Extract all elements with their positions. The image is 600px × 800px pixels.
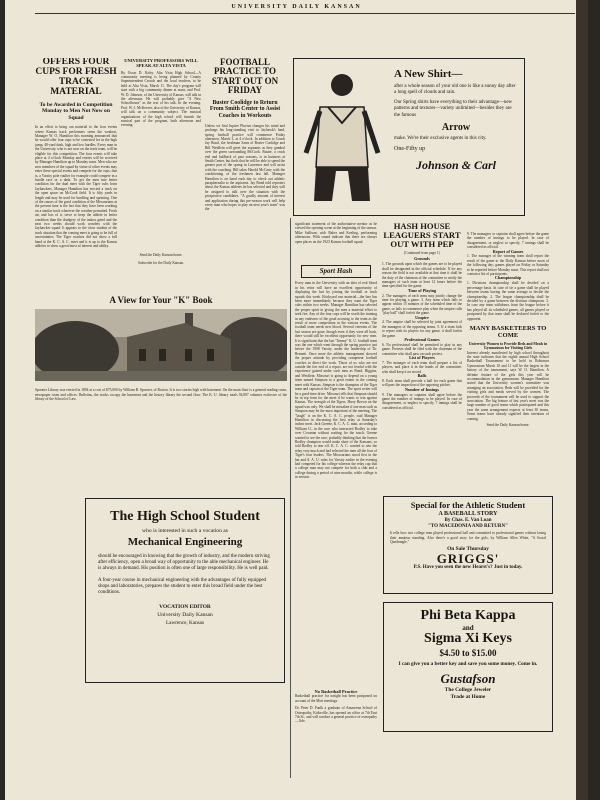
basketeers-body: Interest already manifested by high school throughout the state indicates that the eighth annual High School Basketball Tournament to be held in Robinson Gymnasium March 10 and 11 will be the largest in the history of the tournament, says W. O. Hamilton. A definite feature of the girls this year will be accommodation in the gymnasium. Manager Hamilton stated that the University women's committee was arranging an association. Beds will be provided for the visiting girls and meals served by the women. The proceeds of the tournament will be used to support the association. The big feature of last year's meet was the large number of good teams which participated and this year the same arrangement expects at least 30 teams. Some teams have already signified their intention of coming. bbox=[467, 350, 549, 421]
spooner-library-photo bbox=[35, 309, 287, 381]
send-home-line: Send the Daily Kansan home. bbox=[139, 252, 183, 257]
professional-heading: Professional Games bbox=[404, 337, 440, 343]
time-body: 2. The managers of each team may jointly change the time for playing a game. 3. Any team which fails to appear within 15 minutes of the scheduled time of the game, or fails to commence play when the umpire calls "play ball" shall forfeit the game. bbox=[382, 293, 462, 316]
mech-sign-2: University Daily Kansan bbox=[157, 612, 213, 619]
cups-headline: OFFERS FOUR CUPS FOR FRESH TRACK MATERIAL bbox=[35, 58, 117, 97]
hash-headline: HASH HOUSE LEAGUERS START OUT WITH PEP bbox=[383, 222, 461, 250]
mech-p2: A four-year course in mechanical engineering with the advantages of fully equipped shops and laboratories, prepares the student to enter this broad field under the best conditions. bbox=[98, 577, 267, 596]
cups-article bbox=[35, 58, 117, 286]
griggs-sale: On Sale Thursday bbox=[447, 545, 489, 552]
professional-body: 6. No professional shall be permitted to play in any game. Protests shall be filed with the chairman of the committee who shall pass on such protest. bbox=[382, 342, 462, 356]
shirt-ad bbox=[293, 58, 525, 216]
professors-headline: UNIVERSITY PROFESSORS WILL SPEAK AT ALTA VISTA bbox=[124, 58, 198, 69]
shirt-line-2: Our Spring shirts have everything to their advantage—new patterns and textures—variety unlimited—besides they are the famous bbox=[394, 99, 513, 118]
griggs-body: It tells how two college men played professional ball and committed to professional games without losing their amateur standing. Also there's a good story for the girls, by William Allen White, "A Social Quadrangle." bbox=[390, 531, 546, 545]
balls-heading: Balls bbox=[417, 373, 427, 379]
griggs-tag: P.S. Have you seen the new Hearst's? Just in today. bbox=[413, 565, 523, 571]
photo-title: A View for Your "K" Book bbox=[109, 296, 213, 305]
professors-article bbox=[121, 58, 201, 286]
shirt-line-3: make. We're their exclusive agents in this city. bbox=[394, 136, 487, 142]
report-column bbox=[467, 222, 549, 502]
mech-p1: should be encouraged in knowing that the growth of industry, and the modern striving after efficiency, open a broad way of opportunity to the able mechanical engineer. He is always in demand. His position is often one of large responsibility. He is well paid. bbox=[98, 554, 270, 572]
pbk-line-2: and bbox=[462, 623, 474, 632]
grounds-body: 1. The grounds upon which the games are to be played shall be designated in the official schedule. If for any reason the field is not available at that time it shall be the duty of the chairman of the committee to notify the managers of such team at least 12 hours before the time specified for the game. bbox=[382, 262, 462, 289]
hash-house-article bbox=[382, 222, 462, 502]
umpire-body: 4. The umpire shall be selected by joint agreement of the managers of the opposing teams. 5. If a team fails to report with its players for any game, it shall forfeit the game. bbox=[382, 320, 462, 338]
griggs-name: GRIGGS' bbox=[436, 550, 500, 566]
championship-heading: Championship bbox=[494, 275, 522, 281]
grounds-heading: Grounds bbox=[414, 256, 430, 262]
masthead: UNIVERSITY DAILY KANSAN bbox=[231, 4, 362, 10]
pbk-line-3b: Trade at Home bbox=[450, 693, 486, 700]
list-heading: List of Players bbox=[409, 355, 435, 361]
report-body: 1. The manager of the winning team shall report the result of the game to the Daily Kansan before noon of the following day; games played on Friday or Saturday to be reported before Monday noon. This report shall not contain a list of participants. bbox=[467, 254, 549, 277]
page-edge-shadow bbox=[576, 0, 588, 800]
griggs-sub-2: By Chas. E. Van Loan bbox=[444, 517, 492, 523]
shirt-title: A New Shirt— bbox=[394, 68, 463, 80]
sport-hash-column bbox=[295, 222, 377, 786]
umpire-heading: Umpire bbox=[415, 314, 429, 320]
column-lead: significant statement of the authoritative mentor as he viewed the opening scene at the beginning of the season. Mike Sullivan, with Baker and Keeling, performing afternoons. With sound indicate that there are always open places on the 1923 Kansas football squad. bbox=[295, 222, 377, 244]
shirt-brand: Arrow bbox=[441, 121, 471, 133]
hash-continued: (Continued from page 1) bbox=[404, 251, 440, 256]
time-heading: Time of Playing bbox=[407, 287, 437, 293]
pbk-name: Gustafson bbox=[440, 670, 496, 686]
pbk-line-2b: The College Jeweler bbox=[444, 687, 492, 694]
athlete-illustration-icon bbox=[302, 67, 382, 207]
list-body: 7. The manager of each team shall prepare a list of players, and place it in the hands of the committee, who shall keep it on record. bbox=[382, 360, 462, 374]
report-heading: Report of Games bbox=[492, 248, 524, 254]
shirt-store: Johnson & Carl bbox=[415, 157, 497, 172]
mech-sign-1: VOCATION EDITOR bbox=[159, 604, 211, 611]
professors-body: By Oscar D. Kirby. Alta Vista High School—A community meeting is being planned by County Superintendent Crouch and the local teachers, to be held at Alta Vista, March 11. The day's program will start with a big community dinner at noon, and Prof. W. D. Johnson, of the University of Kansas, will talk in the afternoon. He will probably give "A New Schoolhouse" as the text of his talk. In the evening, Prof. W. J. McKeever, also of the University of Kansas, will talk on a community subject. The musical organizations of the high school will furnish the musical part of the program, both afternoon and evening. bbox=[121, 70, 201, 128]
griggs-title: Special for the Athletic Student bbox=[410, 500, 526, 510]
column-rule bbox=[290, 218, 291, 778]
mech-sign-3: Lawrence, Kansas bbox=[165, 620, 205, 627]
pbk-line-3: Sigma Xi Keys bbox=[424, 630, 512, 646]
phi-beta-kappa-ad bbox=[383, 602, 553, 732]
innings-body: 9. The managers or captains shall agree before the game the number of innings to be played. In case of disagreement, or neglect to specify, 7 innings shall be considered as official. bbox=[382, 392, 462, 410]
send-home-line-2: Send the Daily Kansan home. bbox=[486, 423, 530, 428]
photo-caption: Spooner Library was erected in 1894 at a cost of $75,000 by William B. Spooner, of Boston. It is two stories high with basement. On the main floor is a general reading room, newspaper room and offices. Bulletins, the stacks occupy the basement and the history library the second floor. The K. U. library totals 94,807 volumes exclusive of the library of the School of Law. bbox=[35, 388, 287, 402]
championship-body: 1. Divisions championship shall be decided on a percentage basis. In case of tie a game shall be played between teams having the same average to decide the championship. 2. The league championship shall be decided by a game between the division champions. 3. In case any team withdraws from the league before it has played all its scheduled games, all games played or postponed by that team shall be declared forfeit to the opponent. bbox=[467, 281, 549, 321]
shirt-price: One-Fifty up bbox=[394, 145, 426, 152]
cups-body: In an effort to bring out material to the four events where Kansas track performers seem the weakest, Manager W. O. Hamilton this morning announced that he would offer four cups to be contested for in the high jump, 40-yard dash, high and low hurdles. Every man in the University, who is not now on the track team, will be eligible for this competition. The four events will take place at 4 o'clock Monday and entries will be received by Manager Hamilton up to Monday noon. Men who are now members of the squad by virtue of other events may enter these special events and compete for the cups, that is, a Varsity pole vaulter for example could compete in a hurdle race or a dash. To get the men into better condition for the dual meet with the Tiger cubs from Jayhawkers, Manager Hamilton has erected a track on the open space on McCook field. It is fifty yards in length and may be used for hurdling and sprinting. One of the causes of the good condition of the Missourians at the present time is the fact that they have been working on a similar track wherever the weather permitted. Fresh air, and lots of it, serve to keep the athlete in better condition than the drudgery of the indoor grind and the next two weeks should work wonders with the Jayhawker squad. It appears to the close student of the track situation that the coming meet is going to be full of uncertainties. The Tiger coaches did not show a full hand at the K. C. A. C. meet and it is up to the Kansas athletes to show a great burst of interest and ability. bbox=[35, 125, 117, 249]
pbk-price: $4.50 to $15.00 bbox=[439, 648, 497, 659]
pbk-line: I can give you a better key and save you some money. Come in. bbox=[398, 660, 538, 667]
griggs-ad bbox=[383, 496, 553, 594]
subscribe-line: Subscribe for the Daily Kansan. bbox=[137, 260, 184, 265]
sport-hash-heading: Sport Hash bbox=[301, 265, 371, 278]
no-basketball-body: Basketball practice for tonight has been postponed on account of the Mott meetings. bbox=[295, 694, 377, 703]
griggs-sub-3: "TO MACEDONIA AND RETURN" bbox=[428, 523, 508, 529]
cups-subhead: To be Awarded in Competition Monday to Men Not Now on Squad bbox=[39, 101, 113, 121]
newspaper-page bbox=[5, 0, 588, 800]
sport-hash-body: Every man in the University with an idea of real blood in his veins will have an excellent opportunity of displaying the fact by joining the football or track squads this week. Brickyard raw material—the line has been more immediately because they want the Tiger cubs within two weeks. Manager Hamilton has selected the proper spirit in giving the men a material effort to seek fire. Any of the four cups will be worth the training in any endeavor of the good accruing to the team as the result of more competition in the various events. The football team needs new blood. Several veterans of the last season are gone, though even if they were all back, there would still be excellent opportunity for new men. It is significant that the last "Jimmy" K. U. football team was the one which went through the spring practice just before the 1908 Varsity, under the leadership of Dr. Bennett. Once more the athletic management showed the proper attitude by providing competent football coaches to direct the work. Those of us who are not outside the fort end of a report, are not fearful with the experience gained under such men as Bond, Higgins, and Weidlein. Missouri is going to depend on a young team named Simpson to a great extent in the coming meet with Kansas. Simpson is the champion of the Tiger team and captain of the Tiger team. The sport writer will be a good-time drive. Missouri tells that Simpson should be in top form for the meet if he wants to win against Kansas. The strength of the Tigers, Harry Brown on the squad was only. We shall be mistaken if one man such as Simpson may be the most important of the meeting. The "laugh" is on the K. C. A. C. people, said Manager Hamilton in discussing the first relay at Saturday's indoor meet. Jack Greene, K. C. A. C. man, according to William O., in the race who instructed Bodley to take over Cowman without waiting for the touch. Greene wanted to see the race, probably thinking that the former Bodley champion would make short of the Kansans, so told Bodley to tear off. K. C. A. C. wanted to win the relay very much and had selected the men all the four of Tiger's four leaders. The Missourians stood first in the bat and A. A. U. rules for Varsity earlier in the evening had competed for his college whereas the relay cup that a college man may not compete for both a club and a college during a period of nine months, while college is in session. bbox=[295, 281, 377, 480]
hash-rule-9: 9. The managers or captains shall agree before the game the number of innings to be played. In case of disagreement, or neglect to specify, 7 innings shall be considered as official. bbox=[467, 232, 549, 250]
mech-title: The High School Student bbox=[110, 509, 260, 524]
mech-field: Mechanical Engineering bbox=[127, 536, 243, 548]
photo-section bbox=[35, 296, 287, 416]
osteopathy-notice: Dr. Peter D. Faulk a graduate of Amaseena School of Osteopathy, Kirksville, has opened an office at 7th East 7th St., and will conduct a general practice of osteopathy—Adv. bbox=[295, 706, 377, 724]
football-article bbox=[205, 58, 285, 286]
football-headline: FOOTBALL PRACTICE TO START OUT ON FRIDAY bbox=[211, 58, 279, 96]
griggs-sub-1: A BASEBALL STORY bbox=[438, 511, 498, 518]
basketeers-subhead: University Women to Provide Beds and Meals in Gymnasium for Visiting Girls bbox=[468, 341, 548, 351]
shirt-line-1: after a whole season of your old one is like a sunny day after a long spell of clouds and rain. bbox=[394, 83, 516, 96]
balls-body: 8. Each team shall provide a ball for each game that will pass the inspection of the opposing pitcher. bbox=[382, 378, 462, 388]
masthead-rule bbox=[35, 13, 575, 14]
football-subhead: Buster Coolidge to Return From Smith Center to Assist Coaches in Workouts bbox=[209, 99, 281, 120]
pbk-line-1: Phi Beta Kappa bbox=[420, 608, 516, 623]
innings-heading: Number of Innings bbox=[405, 386, 439, 392]
football-body: Unless we find Jupiter Pluvius changes his mind and prolongs his long-standing visit to Jayhawk's land, spring football practice will commence Friday afternoon, March 3, at 4 o'clock. In addition to Coach Jay Bond, the freshman Sams of Buster Coolidge and Bill Weidlein will greet the aspirants as they gambol over the green surrounding McCook. Buster, a crack end and halfback of past seasons, is in business at Smith Center, but finds that he will be able to spend the greater part of the spring in Lawrence and will assist with the coaching. Bill takes Harold McCarty with the conditioning of the freshmen last fall. Manager Hamilton is on hand each day to check out athletic paraphernalia to the aspirants. Jay Bond told reporters about the Kansas athletes he has selected and they will be assigned to talk over the situation with the prospective candidates. "A goodly amount of interest and application during this pre-season work will help every man who hopes to play on next year's team" was the bbox=[205, 123, 285, 212]
basketeers-headline: MANY BASKETEERS TO COME bbox=[469, 324, 547, 339]
mechanical-engineering-ad bbox=[85, 498, 285, 683]
mech-sub: who is interested in such a vocation as bbox=[142, 528, 228, 534]
no-basketball-heading: No Basketball Practice bbox=[314, 689, 358, 695]
